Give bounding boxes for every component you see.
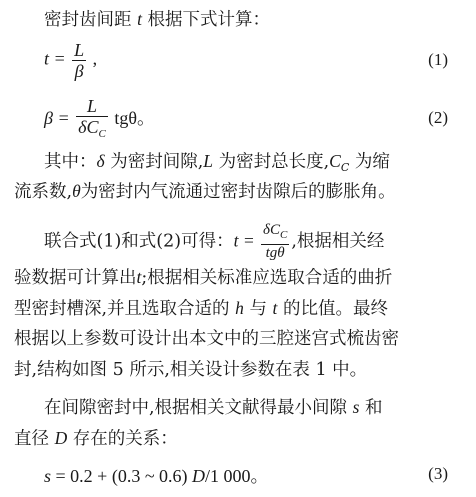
design-line: 根据以上参数可设计出本文中的三腔迷宫式梳齿密 bbox=[14, 329, 399, 349]
eq1-denominator: β bbox=[74, 61, 84, 81]
var-C-sub: C bbox=[340, 161, 350, 174]
combine-suffix: ,根据相关经 bbox=[291, 231, 385, 252]
combine-line bbox=[44, 222, 464, 262]
gap2-text: 直径 bbox=[14, 429, 49, 449]
where-text-b: 为密封总长度, bbox=[218, 152, 330, 172]
gap2-text-end: 存在的关系： bbox=[72, 429, 178, 449]
ratio-text-end: 的比值。最终 bbox=[283, 299, 388, 319]
calc-line bbox=[14, 266, 464, 289]
where-text-e: 为密封内气流通过密封齿隙后的膨胀角。 bbox=[80, 182, 396, 202]
where-text-c: 为缩 bbox=[354, 152, 390, 172]
eq1-lhs: t = bbox=[44, 48, 71, 69]
ratio-mid: 与 bbox=[249, 299, 267, 319]
var-D: D bbox=[54, 428, 68, 448]
var-t: t bbox=[272, 298, 278, 318]
eq1-tail: , bbox=[92, 48, 98, 69]
eq3-tail: /1 000。 bbox=[205, 466, 269, 486]
intro-text-end: 根据下式计算： bbox=[147, 10, 271, 30]
var-L: L bbox=[203, 151, 214, 171]
combine-denominator: tgθ bbox=[265, 245, 285, 261]
equation-2-number: (2) bbox=[428, 108, 448, 127]
gap-text: 在间隙密封中,根据相关文献得最小间隙 bbox=[44, 398, 348, 418]
combine-num-main: δC bbox=[263, 222, 280, 238]
equation-2 bbox=[44, 96, 155, 144]
eq2-fraction bbox=[76, 96, 108, 144]
calc-text: 验数据可计算出 bbox=[14, 268, 137, 288]
var-h: h bbox=[235, 298, 244, 318]
where-text-d: 流系数, bbox=[14, 182, 73, 202]
combine-prefix: 联合式(1)和式(2)可得： bbox=[44, 231, 234, 252]
var-t: t bbox=[137, 9, 142, 29]
where-line-1 bbox=[44, 150, 464, 179]
equation-3-number: (3) bbox=[428, 464, 448, 483]
gap-line-1 bbox=[44, 396, 464, 419]
combine-fraction bbox=[261, 222, 289, 262]
equation-3 bbox=[44, 462, 269, 488]
ratio-line bbox=[14, 297, 464, 320]
eq3-D: D bbox=[192, 466, 206, 486]
calc-text-end: ;根据相关标准应选取合适的曲折 bbox=[141, 268, 393, 288]
where-line-2 bbox=[14, 180, 464, 203]
eq2-den-main: δC bbox=[78, 117, 99, 137]
eq2-lhs: β = bbox=[44, 108, 75, 129]
equation-1 bbox=[44, 40, 97, 81]
combine-lhs: t = bbox=[233, 230, 259, 251]
eq2-den-sub: C bbox=[98, 128, 106, 140]
equation-1-number: (1) bbox=[428, 50, 448, 69]
eq3-body: = 0.2 + (0.3 ~ 0.6) bbox=[51, 466, 193, 486]
where-text-a: 为密封间隙, bbox=[110, 152, 204, 172]
gap-text-end: 和 bbox=[365, 398, 383, 418]
intro-text: 密封齿间距 bbox=[44, 10, 132, 30]
ratio-text: 型密封槽深,并且选取合适的 bbox=[14, 299, 230, 319]
combine-numerator bbox=[261, 222, 289, 245]
eq1-numerator: L bbox=[74, 40, 85, 60]
gap-line-2 bbox=[14, 427, 464, 450]
eq2-denominator bbox=[76, 117, 108, 144]
eq2-tail: 。 bbox=[136, 108, 155, 129]
combine-num-sub: C bbox=[279, 229, 288, 241]
var-C: C bbox=[329, 151, 341, 171]
var-theta: θ bbox=[72, 181, 81, 201]
eq3-s: s bbox=[44, 466, 52, 486]
structure-line: 封,结构如图 5 所示,相关设计参数在表 1 中。 bbox=[14, 360, 368, 380]
var-delta: δ bbox=[96, 151, 105, 171]
eq2-function: tgθ bbox=[114, 108, 137, 129]
eq1-fraction bbox=[72, 40, 86, 81]
where-prefix: 其中： bbox=[44, 152, 97, 172]
var-t: t bbox=[136, 267, 142, 287]
var-s: s bbox=[352, 397, 360, 417]
eq2-numerator: L bbox=[76, 96, 108, 117]
intro-line bbox=[44, 8, 464, 31]
